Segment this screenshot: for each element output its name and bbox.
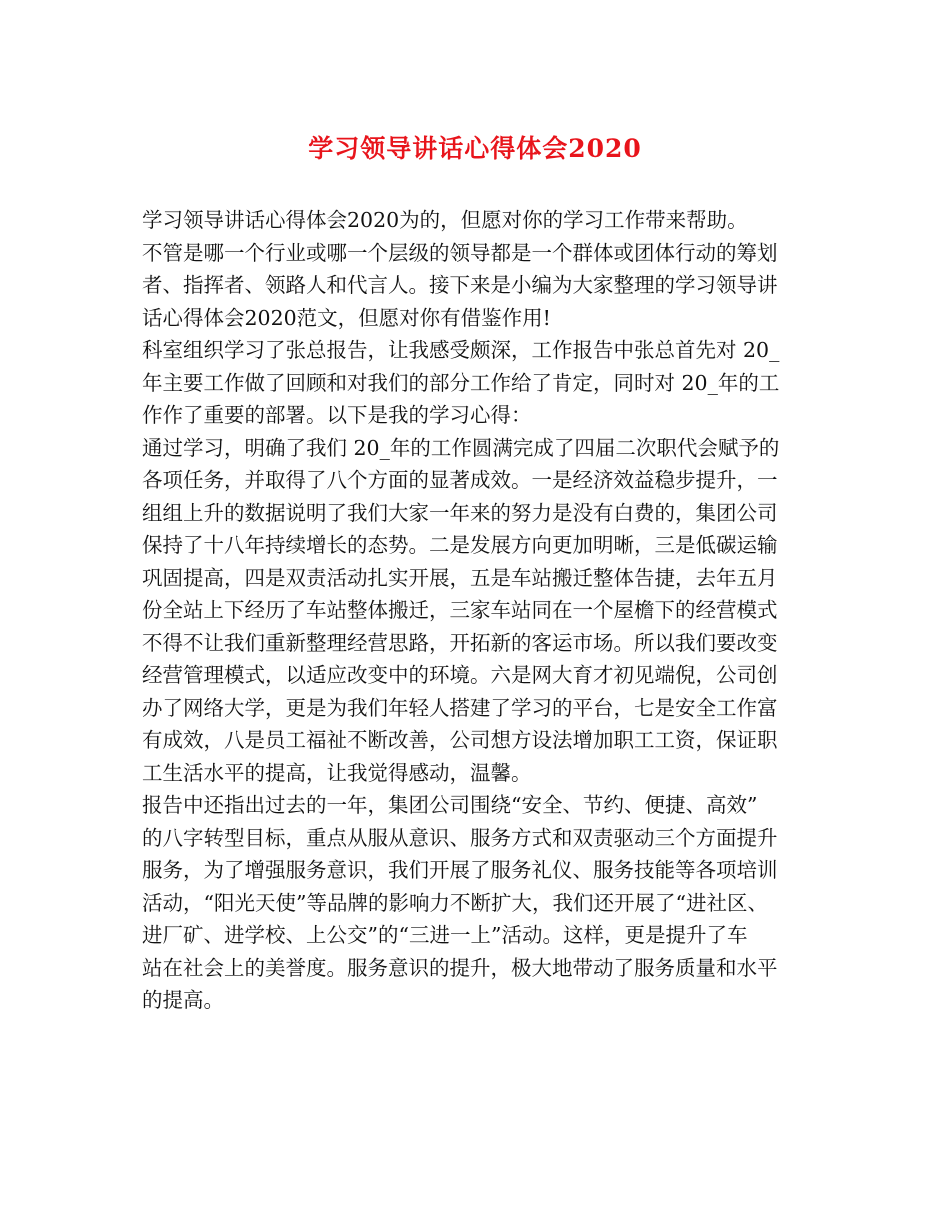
body-line: 报告中还指出过去的一年，集团公司围绕“安全、节约、便捷、高效” xyxy=(142,793,758,817)
body-line: 科室组织学习了张总报告，让我感受颇深，工作报告中张总首先对 20_ xyxy=(142,338,780,362)
body-line: 活动，“阳光天使”等品牌的影响力不断扩大，我们还开展了“进社区、 xyxy=(142,890,768,915)
body-line: 的八字转型目标，重点从服从意识、服务方式和双责驱动三个方面提升 xyxy=(142,825,778,850)
body-line: 经营管理模式，以适应改变中的环境。六是网大育才初见端倪，公司创 xyxy=(142,663,778,687)
body-line: 工生活水平的提高，让我觉得感动，温馨。 xyxy=(142,760,532,785)
body-line: 站在社会上的美誉度。服务意识的提升，极大地带动了服务质量和水平 xyxy=(142,955,778,980)
body-line: 各项任务，并取得了八个方面的显著成效。一是经济效益稳步提升，一 xyxy=(142,468,778,492)
body-line: 有成效，八是员工福祉不断改善，公司想方设法增加职工工资，保证职 xyxy=(142,728,778,752)
body-line: 的提高。 xyxy=(142,988,224,1012)
body-line: 份全站上下经历了车站整体搬迁，三家车站同在一个屋檐下的经营模式 xyxy=(142,598,778,622)
document-title: 学习领导讲话心得体会2020 xyxy=(308,134,642,163)
document-body xyxy=(142,204,818,1017)
body-line: 办了网络大学，更是为我们年轻人搭建了学习的平台，七是安全工作富 xyxy=(142,695,778,720)
body-line: 不得不让我们重新整理经营思路，开拓新的客运市场。所以我们要改变 xyxy=(142,630,778,655)
body-line: 进厂矿、进学校、上公交”的“三进一上”活动。这样，更是提升了车 xyxy=(142,923,748,947)
body-line: 保持了十八年持续增长的态势。二是发展方向更加明晰，三是低碳运输 xyxy=(142,533,778,557)
body-line: 年主要工作做了回顾和对我们的部分工作给了肯定，同时对 20_年的工 xyxy=(142,370,780,395)
body-line: 学习领导讲话心得体会2020为的，但愿对你的学习工作带来帮助。 xyxy=(142,208,748,232)
body-line: 巩固提高，四是双责活动扎实开展，五是车站搬迁整体告捷，去年五月 xyxy=(142,565,778,590)
body-line: 通过学习，明确了我们 20_年的工作圆满完成了四届二次职代会赋予的 xyxy=(142,435,780,460)
body-line: 服务，为了增强服务意识，我们开展了服务礼仪、服务技能等各项培训 xyxy=(142,858,778,882)
body-line: 者、指挥者、领路人和代言人。接下来是小编为大家整理的学习领导讲 xyxy=(142,273,778,297)
body-line: 组组上升的数据说明了我们大家一年来的努力是没有白费的，集团公司 xyxy=(142,500,778,525)
body-line: 话心得体会2020范文，但愿对你有借鉴作用! xyxy=(142,305,551,330)
body-line: 不管是哪一个行业或哪一个层级的领导都是一个群体或团体行动的筹划 xyxy=(142,240,778,265)
body-line: 作作了重要的部署。以下是我的学习心得： xyxy=(142,403,532,427)
